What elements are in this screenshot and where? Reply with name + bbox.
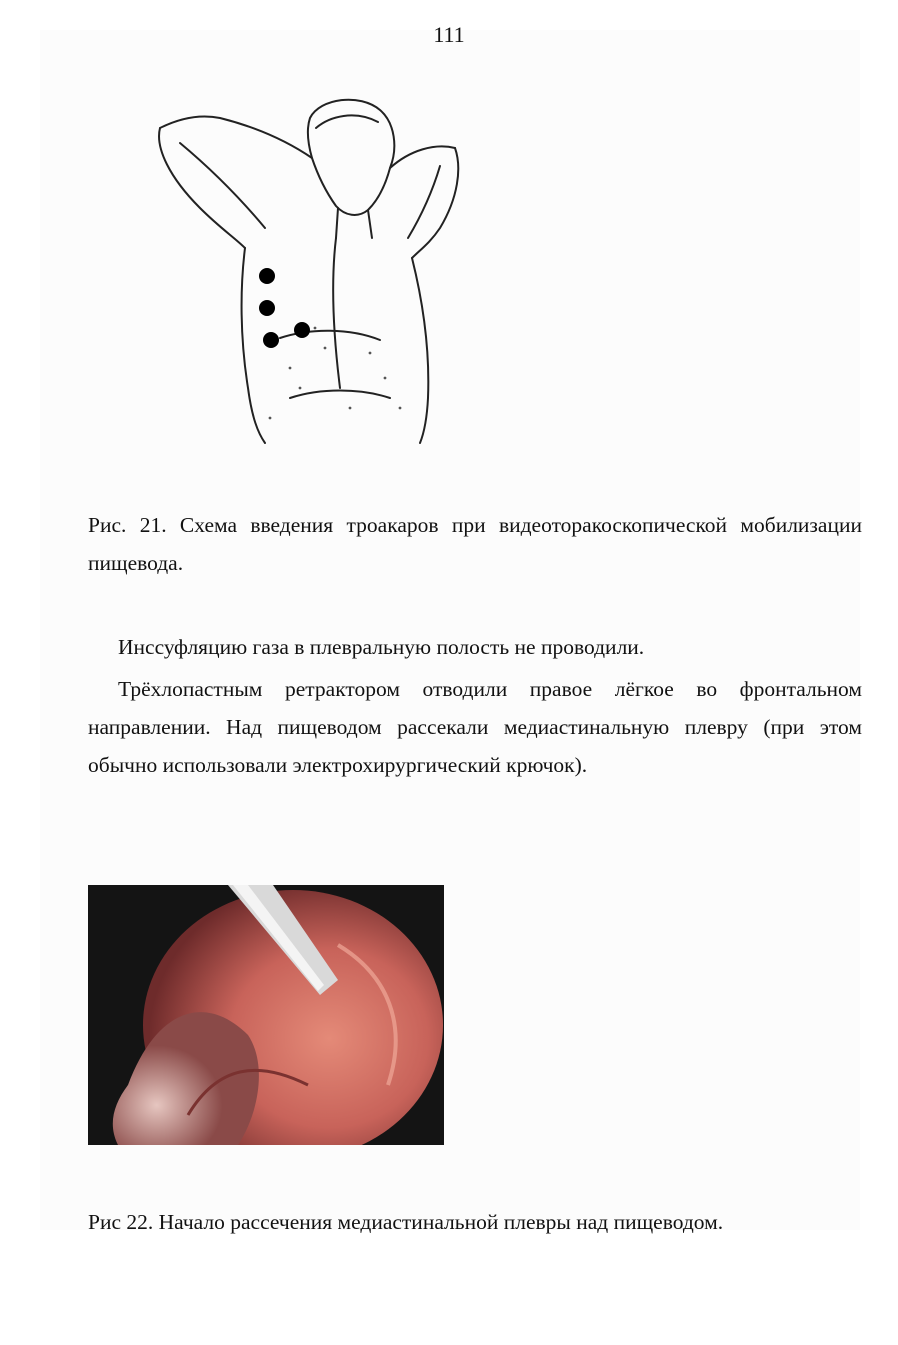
trocar-port-3 bbox=[294, 322, 310, 338]
page-number: 111 bbox=[433, 22, 465, 47]
figure-22-caption: Рис 22. Начало рассечения медиастинальной плевры над пищеводом. bbox=[88, 1210, 724, 1234]
paragraph-2: Трёхлопастным ретрактором отводили правое лёгкое во фронтальном направлении. Над пищеводом рассекали медиастинальную плевру (при этом обычно использовали электрохирургический крючок). bbox=[88, 677, 862, 777]
trocar-port-2 bbox=[259, 300, 275, 316]
trocar-port-1 bbox=[259, 268, 275, 284]
endoscopic-photo-icon bbox=[88, 885, 444, 1145]
figure-21-caption: Рис. 21. Схема введения троакаров при видеоторакоскопической мобилизации пищевода. bbox=[88, 513, 862, 575]
torso-trocar-sketch-icon bbox=[140, 88, 470, 448]
paragraph-1: Инссуфляцию газа в плевральную полость не проводили. bbox=[118, 635, 645, 659]
trocar-port-4 bbox=[263, 332, 279, 348]
